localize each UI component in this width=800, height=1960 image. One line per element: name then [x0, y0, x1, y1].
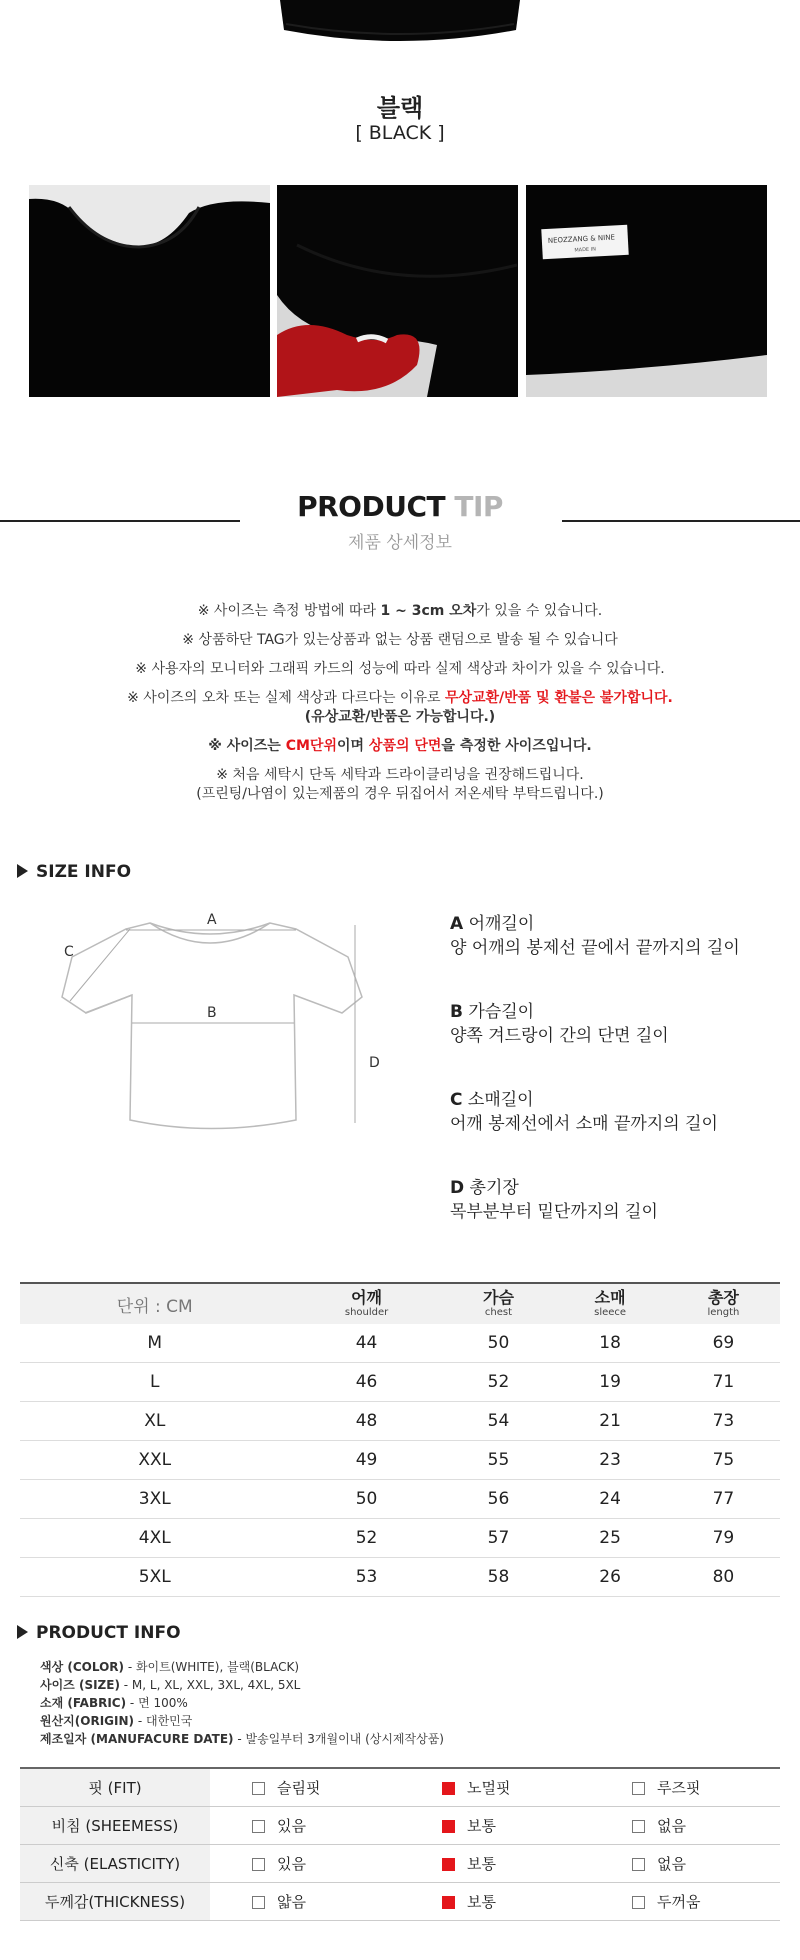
- thickness-row: [20, 1883, 780, 1921]
- chest-cell: 52: [444, 1363, 554, 1402]
- sleeve-cell: 26: [553, 1558, 666, 1597]
- table-row: [20, 1519, 780, 1558]
- sleeve-cell: 25: [553, 1519, 666, 1558]
- garment-bottom-image: [280, 0, 520, 48]
- diagram-label-d: D: [369, 1055, 380, 1071]
- diagram-label-a: A: [207, 912, 217, 928]
- measure-desc-a: A 어깨길이 양 어깨의 봉제선 끝에서 끝까지의 길이: [450, 914, 740, 958]
- chest-cell: 50: [444, 1324, 554, 1363]
- table-row: [20, 1363, 780, 1402]
- color-name-english: [ BLACK ]: [355, 122, 445, 144]
- shoulder-cell: 53: [290, 1558, 444, 1597]
- diagram-label-b: B: [207, 1005, 217, 1021]
- length-cell: 80: [667, 1558, 780, 1597]
- table-row: [20, 1441, 780, 1480]
- size-info-heading: SIZE INFO: [17, 862, 131, 882]
- size-cell: M: [20, 1324, 290, 1363]
- notice-cm-unit: ※ 사이즈는 CM단위이며 상품의 단면을 측정한 사이즈입니다.: [208, 738, 592, 754]
- thickness-option: 두꺼움: [590, 1883, 780, 1921]
- triangle-bullet-icon: [17, 864, 28, 878]
- size-cell: 4XL: [20, 1519, 290, 1558]
- product-info-color: 색상 (COLOR) - 화이트(WHITE), 블랙(BLACK): [40, 1660, 300, 1674]
- table-row: [20, 1324, 780, 1363]
- product-tip-subtitle: 제품 상세정보: [348, 533, 452, 553]
- length-cell: 75: [667, 1441, 780, 1480]
- notice-monitor-color: ※ 사용자의 모니터와 그래픽 카드의 성능에 따라 실제 색상과 차이가 있을 수 있습니다.: [135, 661, 665, 677]
- measure-desc-b: B 가슴길이 양쪽 겨드랑이 간의 단면 길이: [450, 1002, 669, 1046]
- notice-no-free-return: ※ 사이즈의 오차 또는 실제 색상과 다르다는 이유로 무상교환/반품 및 환불은 불가합니다. (유상교환/반품은 가능합니다.): [127, 690, 673, 725]
- color-name: 블랙: [376, 94, 424, 122]
- checkbox-icon: [252, 1782, 265, 1795]
- col-sleeve: 소매 sleece: [553, 1283, 666, 1324]
- fit-option: 슬림핏: [210, 1768, 400, 1807]
- size-cell: XL: [20, 1402, 290, 1441]
- elasticity-option: 있음: [210, 1845, 400, 1883]
- col-chest: 가슴 chest: [444, 1283, 554, 1324]
- length-cell: 73: [667, 1402, 780, 1441]
- thickness-row-label: 두께감(THICKNESS): [20, 1883, 210, 1921]
- thickness-option: 보통: [400, 1883, 590, 1921]
- size-cell: XXL: [20, 1441, 290, 1480]
- size-table: [20, 1282, 780, 1597]
- checkbox-icon: [632, 1896, 645, 1909]
- product-tip-title: PRODUCT TIP: [297, 490, 503, 523]
- length-cell: 69: [667, 1324, 780, 1363]
- sleeve-cell: 19: [553, 1363, 666, 1402]
- checkbox-icon: [632, 1858, 645, 1871]
- elasticity-option: 없음: [590, 1845, 780, 1883]
- chest-cell: 56: [444, 1480, 554, 1519]
- sleeve-cell: 21: [553, 1402, 666, 1441]
- checkbox-checked-icon: [442, 1782, 455, 1795]
- fit-option: 노멀핏: [400, 1768, 590, 1807]
- fit-row-label: 핏 (FIT): [20, 1768, 210, 1807]
- chest-cell: 54: [444, 1402, 554, 1441]
- sheerness-option: 없음: [590, 1807, 780, 1845]
- sheerness-option: 보통: [400, 1807, 590, 1845]
- unit-header: 단위 : CM: [20, 1283, 290, 1324]
- checkbox-checked-icon: [442, 1820, 455, 1833]
- product-info-size: 사이즈 (SIZE) - M, L, XL, XXL, 3XL, 4XL, 5XL: [40, 1678, 301, 1692]
- triangle-bullet-icon: [17, 1625, 28, 1639]
- notice-size-error: ※ 사이즈는 측정 방법에 따라 1 ~ 3cm 오차가 있을 수 있습니다.: [197, 603, 603, 619]
- thickness-option: 얇음: [210, 1883, 400, 1921]
- shoulder-cell: 48: [290, 1402, 444, 1441]
- checkbox-checked-icon: [442, 1896, 455, 1909]
- measure-desc-c: C 소매길이 어깨 봉제선에서 소매 끝까지의 길이: [450, 1090, 718, 1134]
- notice-tag-random: ※ 상품하단 TAG가 있는상품과 없는 상품 랜덤으로 발송 될 수 있습니다: [182, 632, 618, 648]
- length-cell: 71: [667, 1363, 780, 1402]
- fit-row: [20, 1768, 780, 1807]
- length-cell: 79: [667, 1519, 780, 1558]
- table-row: [20, 1480, 780, 1519]
- product-info-fabric: 소재 (FABRIC) - 면 100%: [40, 1696, 188, 1710]
- shoulder-cell: 44: [290, 1324, 444, 1363]
- elasticity-row: [20, 1845, 780, 1883]
- chest-cell: 57: [444, 1519, 554, 1558]
- fit-option: 루즈핏: [590, 1768, 780, 1807]
- size-cell: 3XL: [20, 1480, 290, 1519]
- shoulder-cell: 46: [290, 1363, 444, 1402]
- checkbox-icon: [252, 1896, 265, 1909]
- checkbox-icon: [252, 1858, 265, 1871]
- product-info-origin: 원산지(ORIGIN) - 대한민국: [40, 1714, 193, 1728]
- checkbox-icon: [632, 1782, 645, 1795]
- notice-washing: ※ 처음 세탁시 단독 세탁과 드라이클리닝을 권장해드립니다. (프린팅/나염이 있는제품의 경우 뒤집어서 저온세탁 부탁드립니다.): [196, 767, 604, 802]
- tag-brand-text: NEOZZANG & NINE: [547, 233, 616, 245]
- elasticity-row-label: 신축 (ELASTICITY): [20, 1845, 210, 1883]
- checkbox-icon: [632, 1820, 645, 1833]
- tshirt-size-diagram: [50, 905, 390, 1225]
- neck-tag-detail-photo: [526, 185, 767, 397]
- sleeve-cell: 23: [553, 1441, 666, 1480]
- shoulder-cell: 50: [290, 1480, 444, 1519]
- size-table-header: [20, 1283, 780, 1324]
- hem-detail-photo: [277, 185, 518, 397]
- size-cell: L: [20, 1363, 290, 1402]
- fit-table: [20, 1767, 780, 1921]
- checkbox-icon: [252, 1820, 265, 1833]
- tag-made-text: MADE IN: [574, 246, 597, 254]
- length-cell: 77: [667, 1480, 780, 1519]
- diagram-label-c: C: [64, 944, 74, 960]
- sleeve-cell: 18: [553, 1324, 666, 1363]
- product-info-manufacture-date: 제조일자 (MANUFACURE DATE) - 발송일부터 3개월이내 (상시제작상품): [40, 1732, 444, 1746]
- checkbox-checked-icon: [442, 1858, 455, 1871]
- sheerness-row-label: 비침 (SHEEMESS): [20, 1807, 210, 1845]
- sheerness-option: 있음: [210, 1807, 400, 1845]
- shoulder-cell: 49: [290, 1441, 444, 1480]
- chest-cell: 55: [444, 1441, 554, 1480]
- elasticity-option: 보통: [400, 1845, 590, 1883]
- sheerness-row: [20, 1807, 780, 1845]
- product-info-heading: PRODUCT INFO: [17, 1623, 181, 1643]
- table-row: [20, 1558, 780, 1597]
- col-shoulder: 어깨 shoulder: [290, 1283, 444, 1324]
- table-row: [20, 1402, 780, 1441]
- shoulder-cell: 52: [290, 1519, 444, 1558]
- col-length: 총장 length: [667, 1283, 780, 1324]
- size-cell: 5XL: [20, 1558, 290, 1597]
- chest-cell: 58: [444, 1558, 554, 1597]
- sleeve-cell: 24: [553, 1480, 666, 1519]
- measure-desc-d: D 총기장 목부분부터 밑단까지의 길이: [450, 1178, 658, 1222]
- neckline-detail-photo: [29, 185, 270, 397]
